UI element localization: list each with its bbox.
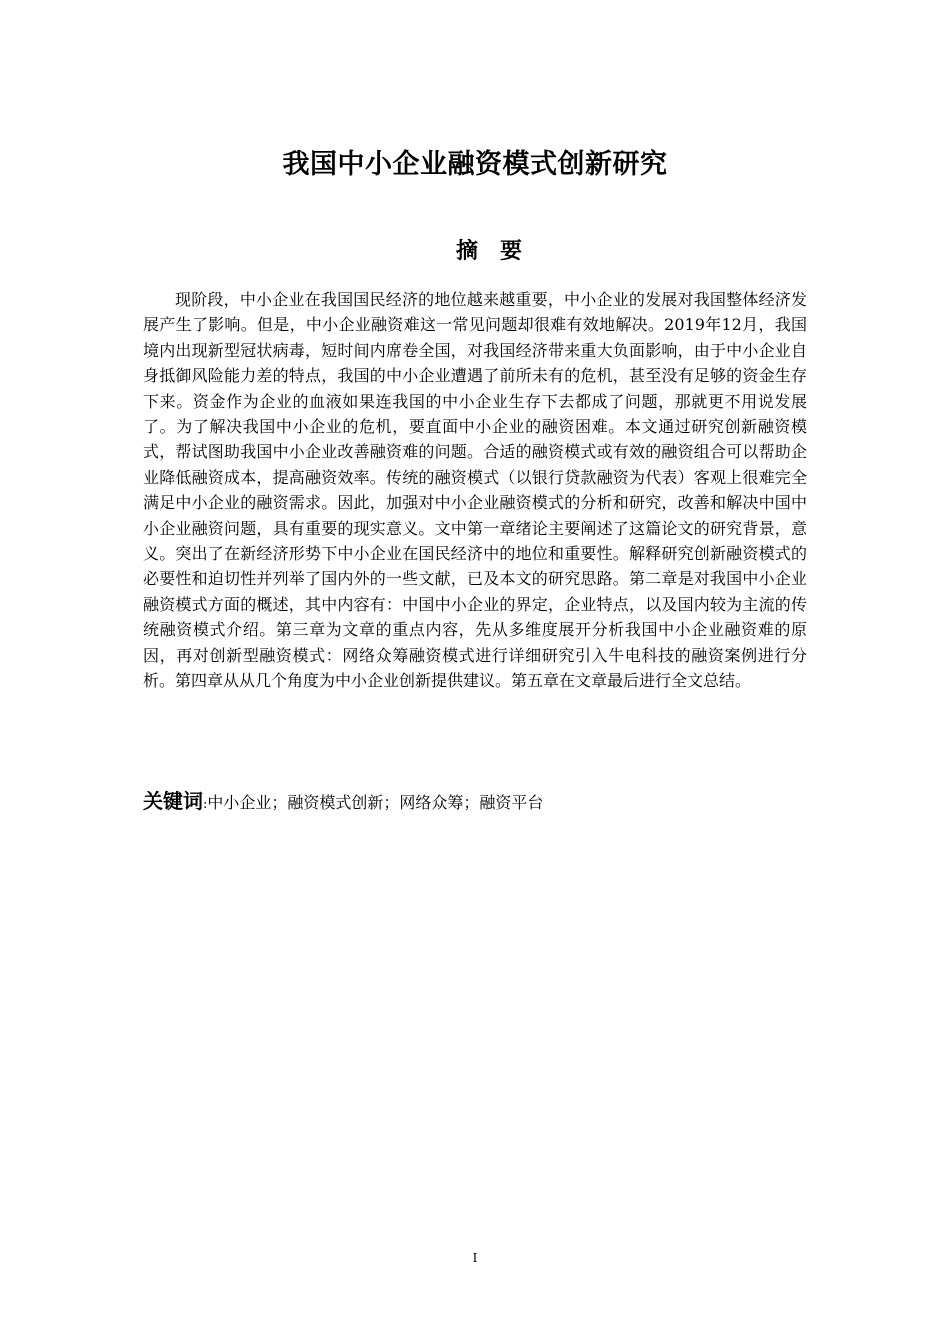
keywords-colon: : bbox=[203, 797, 208, 812]
abstract-heading: 摘要 bbox=[455, 239, 544, 264]
abstract-body: 现阶段，中小企业在我国国民经济的地位越来越重要，中小企业的发展对我国整体经济发展产生了影响。但是，中小企业融资难这一常见问题却很难有效地解决。2019年12月，我国境内出现新型冠状病毒，短时间内席卷全国，对我国经济带来重大负面影响，由于中小企业自身抵御风险能力差的特点，我国的中小企业遭遇了前所未有的危机，甚至没有足够的资金生存下来。资金作为企业的血液如果连我国的中小企业生存下去都成了问题，那就更不用说发展了。为了解决我国中小企业的危机，要直面中小企业的融资困难。本文通过研究创新融资模式，帮试图助我国中小企业改善融资难的问题。合适的融资模式或有效的融资组合可以帮助企业降低融资成本，提高融资效率。传统的融资模式（以银行贷款融资为代表）客观上很难完全满足中小企业的融资需求。因此，加强对中小企业融资模式的分析和研究，改善和解决中国中小企业融资问题，具有重要的现实意义。文中第一章绪论主要阐述了这篇论文的研究背景，意义。突出了在新经济形势下中小企业在国民经济中的地位和重要性。解释研究创新融资模式的必要性和迫切性并列举了国内外的一些文献，已及本文的研究思路。第二章是对我国中小企业融资模式方面的概述，其中内容有：中国中小企业的界定，企业特点，以及国内较为主流的传统融资模式介绍。第三章为文章的重点内容，先从多维度展开分析我国中小企业融资难的原因，再对创新型融资模式：网络众筹融资模式进行详细研究引入牛电科技的融资案例进行分析。第四章从从几个角度为中小企业创新提供建议。第五章在文章最后进行全文总结。 bbox=[143, 290, 807, 691]
keywords-text: 中小企业；融资模式创新；网络众筹；融资平台 bbox=[207, 793, 544, 812]
keywords-label: 关键词 bbox=[143, 789, 203, 813]
page-number: I bbox=[472, 1251, 478, 1265]
keywords-line bbox=[143, 786, 807, 820]
paper-title: 我国中小企业融资模式创新研究 bbox=[282, 149, 668, 180]
